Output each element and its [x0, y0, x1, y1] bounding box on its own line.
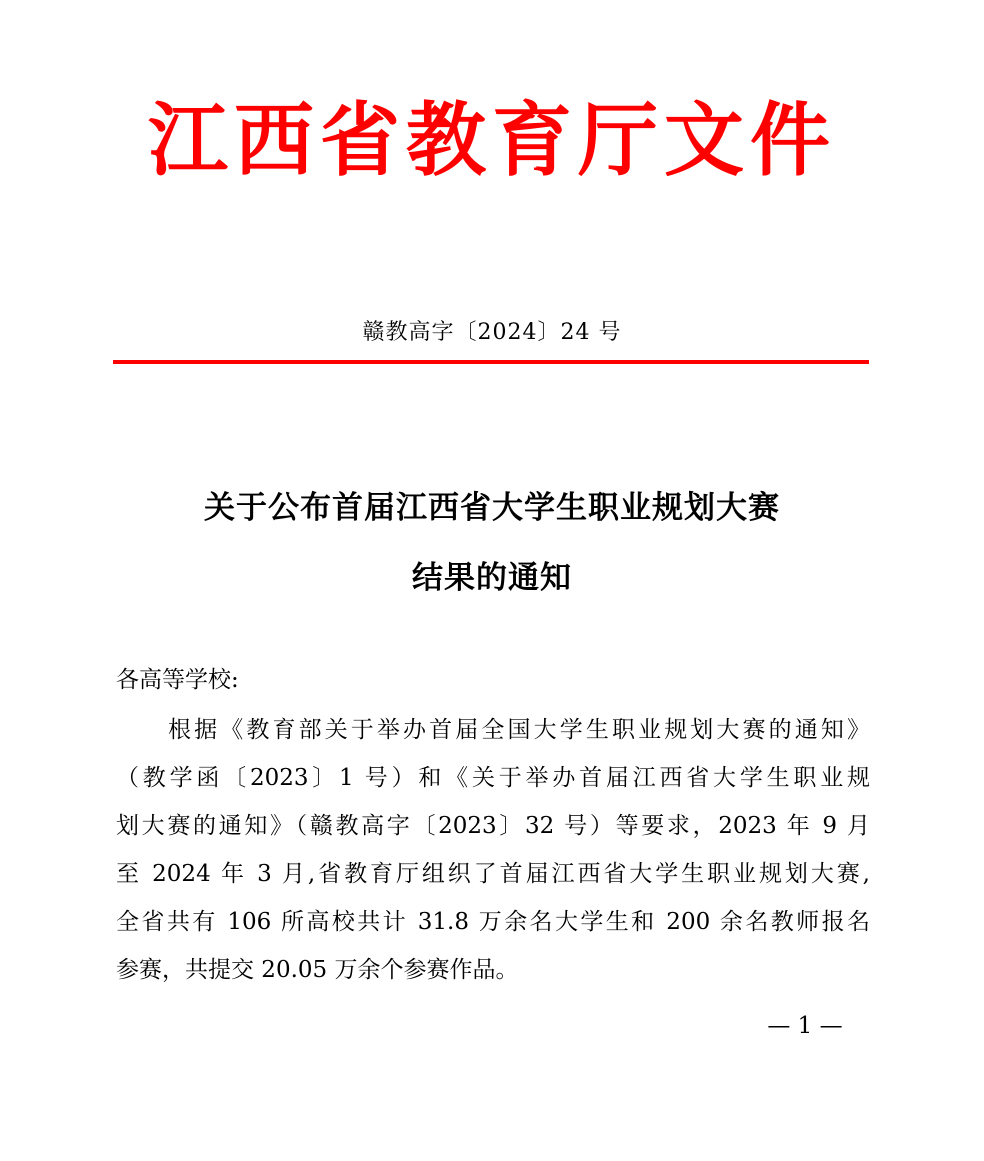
notice-title-line-1: 关于公布首届江西省大学生职业规划大赛	[204, 490, 780, 526]
issuer-header: 江西省教育厅文件	[148, 93, 836, 187]
body-line: 参赛，共提交 20.05 万余个参赛作品。	[116, 957, 519, 983]
red-divider-line	[113, 360, 869, 364]
salutation: 各高等学校:	[116, 667, 239, 693]
document-number: 赣教高字〔2024〕24 号	[362, 320, 622, 345]
body-line: 至 2024 年 3 月,省教育厅组织了首届江西省大学生职业规划大赛,	[116, 861, 870, 887]
body-line: （教学函〔2023〕1 号）和《关于举办首届江西省大学生职业规	[116, 765, 870, 791]
notice-title-line-2: 结果的通知	[412, 560, 572, 596]
page-number: — 1 —	[767, 1013, 843, 1039]
body-line: 划大赛的通知》（赣教高字〔2023〕32 号）等要求，2023 年 9 月	[116, 813, 870, 839]
body-line: 全省共有 106 所高校共计 31.8 万余名大学生和 200 余名教师报名	[116, 909, 870, 935]
body-line: 根据《教育部关于举办首届全国大学生职业规划大赛的通知》	[168, 717, 870, 743]
